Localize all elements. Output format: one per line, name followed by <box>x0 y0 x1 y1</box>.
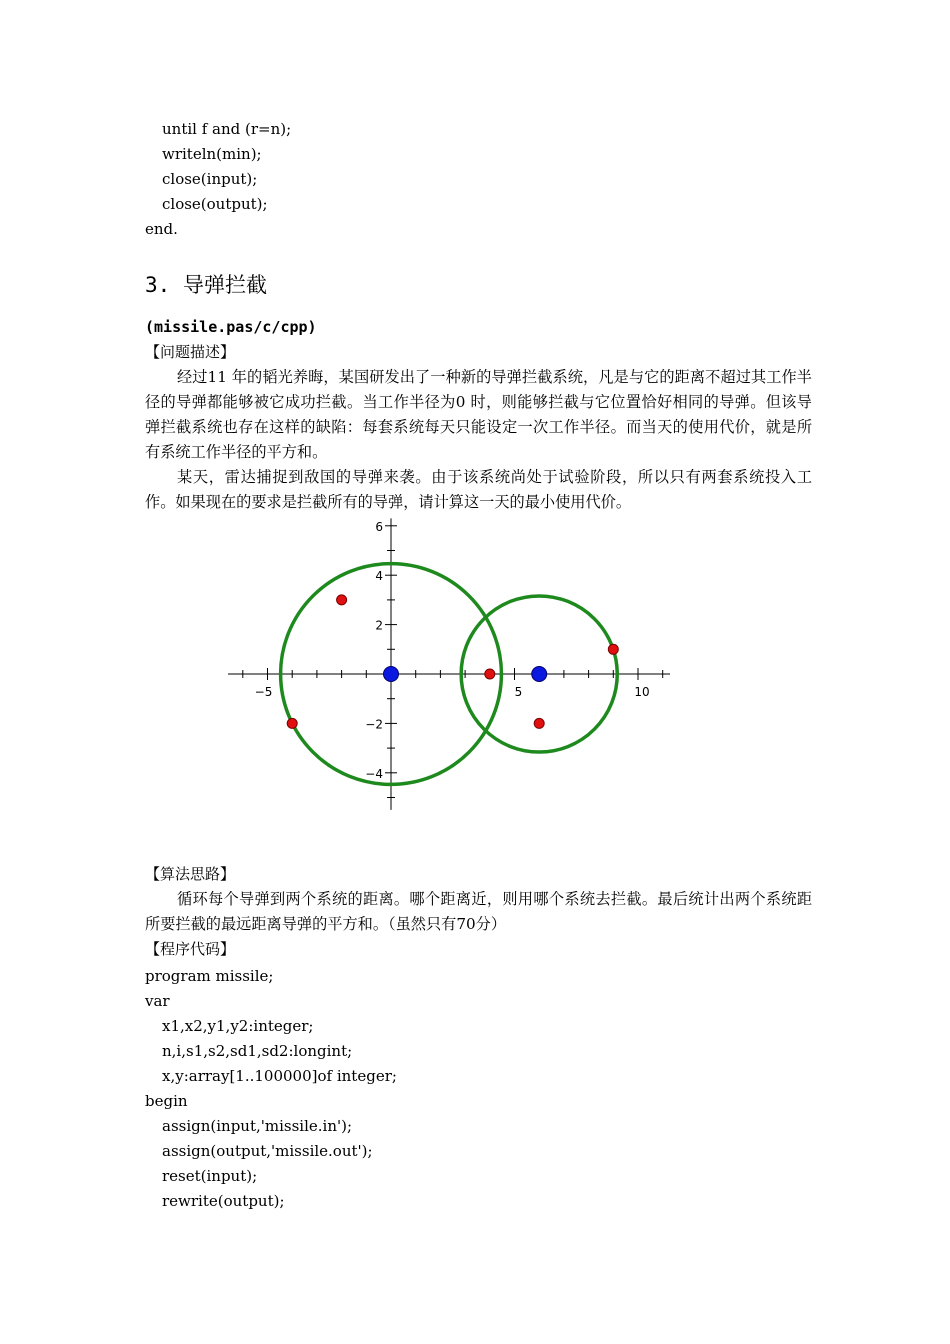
code-line: x,y:array[1..100000]of integer; <box>162 1067 397 1085</box>
code-line: reset(input); <box>162 1167 258 1185</box>
section-title: 导弹拦截 <box>182 273 267 297</box>
y-tick-label: 4 <box>375 569 383 584</box>
problem-description <box>145 365 812 515</box>
points <box>287 595 618 732</box>
code-line: program missile; <box>145 967 274 985</box>
x-tick-label: −5 <box>254 685 273 699</box>
code-line: close(input); <box>162 170 258 188</box>
y-tick-label: −4 <box>365 766 383 781</box>
x-tick-label: 10 <box>634 685 650 699</box>
missile-point <box>485 669 495 679</box>
missile-point <box>608 644 618 654</box>
system-point <box>532 667 547 682</box>
problem-paragraph-2: 某天，雷达捕捉到敌国的导弹来袭。由于该系统尚处于试验阶段，所以只有两套系统投入工作。如果现在的要求是拦截所有的导弹，请计算这一天的最小使用代价。 <box>145 468 812 511</box>
problem-paragraph-1: 经过11 年的韬光养晦，某国研发出了一种新的导弹拦截系统，凡是与它的距离不超过其工作半径的导弹都能够被它成功拦截。当工作半径为0 时，则能够拦截与它位置恰好相同的导弹。但该导弹拦截系统也存在这样的缺陷：每套系统每天只能设定一次工作半径。而当天的使用代价，就是所有系统工作半径的平方和。 <box>145 368 812 461</box>
missile-point <box>287 718 297 728</box>
missile-point <box>337 595 347 605</box>
tick-labels <box>255 520 650 781</box>
x-tick-label: 5 <box>514 685 523 699</box>
code-line: until f and (r=n); <box>162 120 292 138</box>
missile-interception-figure <box>220 518 670 818</box>
algorithm-description <box>145 887 812 937</box>
y-tick-label: 6 <box>375 519 383 534</box>
system-point <box>384 667 399 682</box>
section-heading <box>145 270 267 300</box>
code-line: end. <box>145 220 178 238</box>
code-line: writeln(min); <box>162 145 262 163</box>
code-line: assign(output,'missile.out'); <box>162 1142 373 1160</box>
file-label: (missile.pas/c/cpp) <box>145 318 317 336</box>
algorithm-paragraph: 循环每个导弹到两个系统的距离。哪个距离近，则用哪个系统去拦截。最后统计出两个系统距所要拦截的最远距离导弹的平方和。（虽然只有70分） <box>145 890 812 933</box>
code-line: rewrite(output); <box>162 1192 285 1210</box>
code-line: x1,x2,y1,y2:integer; <box>162 1017 314 1035</box>
algorithm-header: 【算法思路】 <box>145 865 236 883</box>
code-line: n,i,s1,s2,sd1,sd2:longint; <box>162 1042 353 1060</box>
missile-point <box>534 718 544 728</box>
code-line: var <box>145 992 170 1010</box>
code-line: assign(input,'missile.in'); <box>162 1117 353 1135</box>
code-header: 【程序代码】 <box>145 940 236 958</box>
code-line: begin <box>145 1092 188 1110</box>
section-number: 3. <box>145 273 171 297</box>
problem-header: 【问题描述】 <box>145 343 236 361</box>
y-tick-label: 2 <box>375 618 383 633</box>
code-line: close(output); <box>162 195 268 213</box>
y-tick-label: −2 <box>365 717 383 732</box>
